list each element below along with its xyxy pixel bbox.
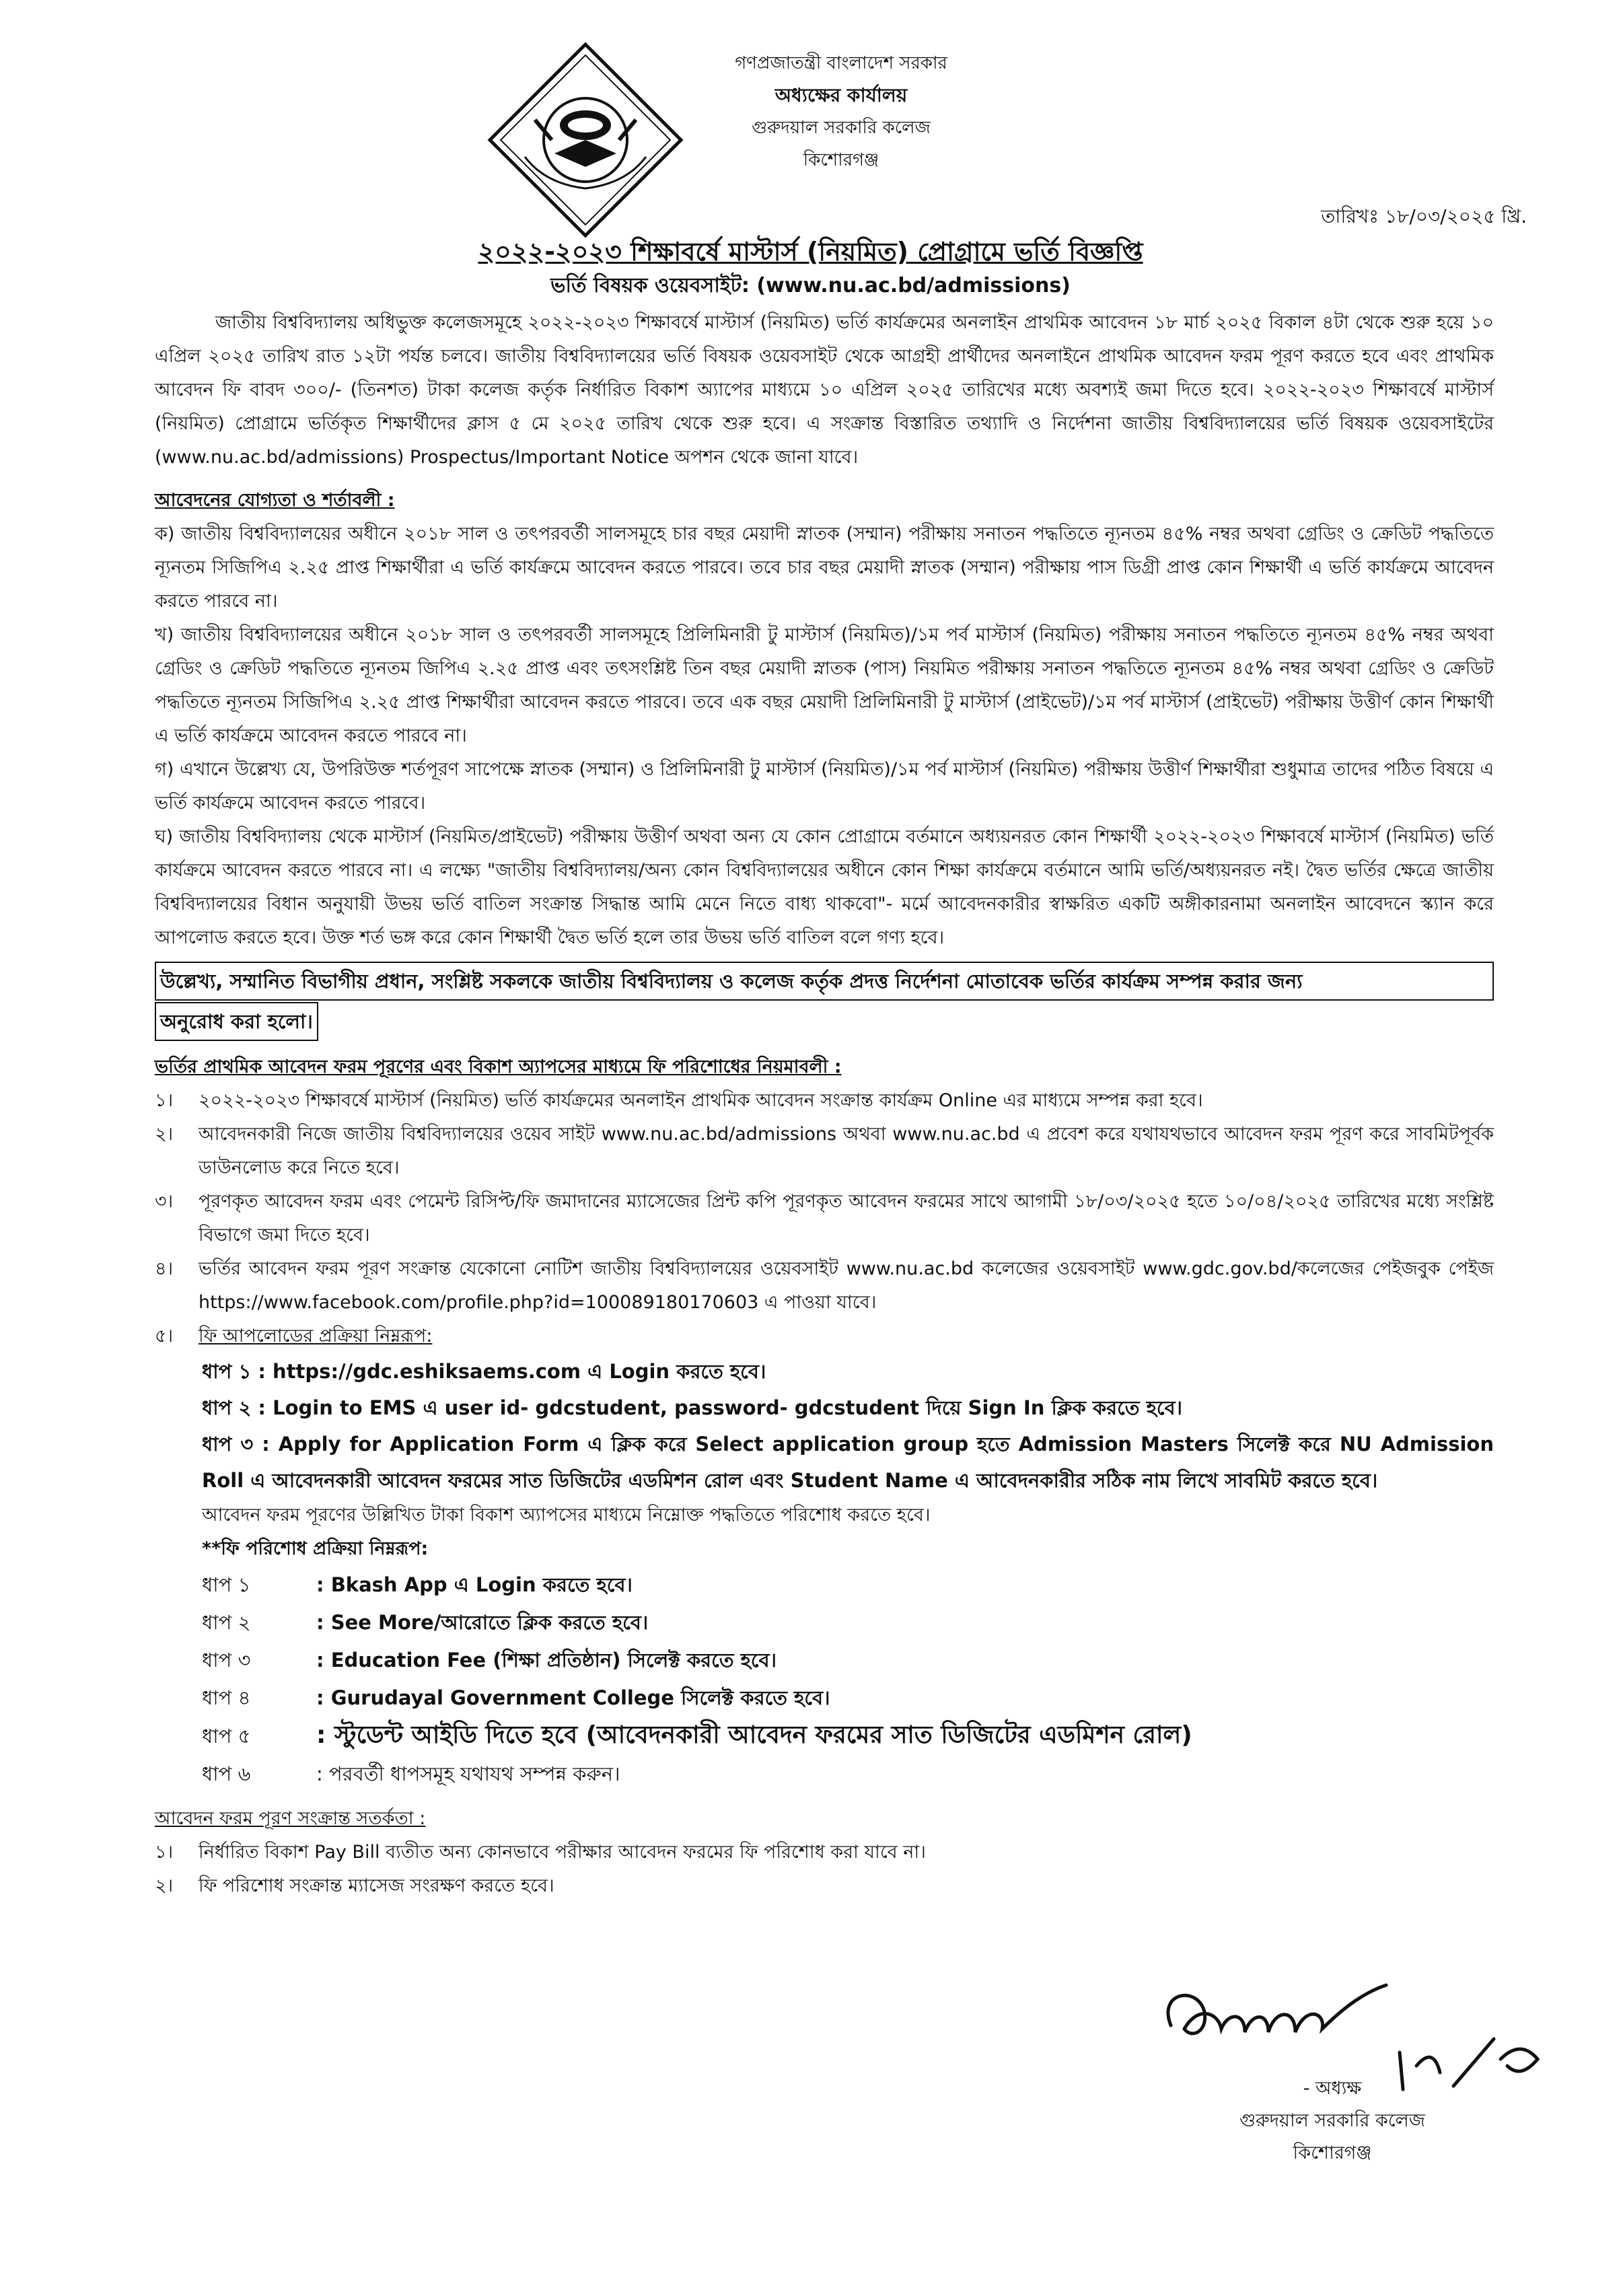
rules-heading: ভর্তির প্রাথমিক আবেদন ফরম পূরণের এবং বিকাশ অ্যাপসের মাধ্যমে ফি পরিশোধের নিয়মাবলী : — [155, 1056, 842, 1077]
rules-item-num: ১। — [155, 1090, 174, 1111]
eligibility-item: খ) জাতীয় বিশ্ববিদ্যালয়ের অধীনে ২০১৮ সাল ও তৎপরবর্তী সালসমূহে প্রিলিমিনারী টু মাস্টার্স (নিয়মিত)/১ম পর্ব মাস্টার্স (নিয়মিত) পরীক্ষায় সনাতন পদ্ধতিতে ন্যূনতম ৪৫% নম্বর অথবা গ্রেডিং ও ক্রেডিট পদ্ধতিতে ন্যূনতম জিপিএ ২.২৫ প্রাপ্ত এবং তৎসংশ্লিষ্ট তিন বছর মেয়াদী স্নাতক (পাস) নিয়মিত পরীক্ষায় সনাতন পদ্ধতিতে ন্যূনতম ৪৫% নম্বর অথবা গ্রেডিং ও ক্রেডিট পদ্ধতিতে ন্যূনতম সিজিপিএ ২.২৫ প্রাপ্ত শিক্ষার্থীরা আবেদন করতে পারবে। তবে এক বছর মেয়াদী প্রিলিমিনারী টু মাস্টার্স (প্রাইভেট)/১ম পর্ব মাস্টার্স (প্রাইভেট) পরীক্ষায় উত্তীর্ণ কোন শিক্ষার্থী এ ভর্তি কার্যক্রমে আবেদন করতে পারবে না। — [155, 624, 1494, 746]
payment-step-text: : Education Fee (শিক্ষা প্রতিষ্ঠান) সিলেক্ট করতে হবে। — [316, 1649, 777, 1672]
rules-item-num: ২। — [155, 1124, 174, 1145]
caution-item — [155, 1869, 1494, 1903]
payment-step — [202, 1566, 1494, 1604]
payment-step-label: ধাপ ৫ — [202, 1725, 251, 1748]
caution-item-num: ১। — [155, 1842, 174, 1863]
payment-step — [202, 1604, 1494, 1641]
payment-step-label: ধাপ ৩ — [202, 1649, 251, 1672]
payment-step-label: ধাপ ৪ — [202, 1686, 251, 1709]
payment-step-label: ধাপ ২ — [202, 1611, 251, 1634]
payment-step-label: ধাপ ১ — [202, 1573, 251, 1596]
rules-item — [155, 1320, 1494, 1353]
notice-date: তারিখঃ ১৮/০৩/২০২৫ খ্রি. — [1321, 205, 1527, 227]
caution-heading: আবেদন ফরম পূরণ সংক্রান্ত সতর্কতা : — [155, 1808, 426, 1829]
rules-item-text: ২০২২-২০২৩ শিক্ষাবর্ষে মাস্টার্স (নিয়মিত) ভর্তি কার্যক্রমের অনলাইন প্রাথমিক আবেদন সংক্রান্ত কার্যক্রম Online এর মাধ্যমে সম্পন্ন করা হবে। — [199, 1090, 1203, 1111]
college-name: গুরুদয়াল সরকারি কলেজ — [752, 118, 931, 138]
rules-item-num: ৫। — [155, 1326, 174, 1347]
header-block — [666, 47, 1016, 176]
college-seal-logo — [484, 39, 686, 241]
payment-step — [202, 1641, 1494, 1679]
notice-subtitle: ভর্তি বিষয়ক ওয়েবসাইট: (www.nu.ac.bd/admissions) — [550, 274, 1071, 297]
rules-item-text: পূরণকৃত আবেদন ফরম এবং পেমেন্ট রিসিপ্ট/ফি জমাদানের ম্যাসেজের প্রিন্ট কপি পূরণকৃত আবেদন ফরমের সাথে আগামী ১৮/০৩/২০২৫ হতে ১০/০৪/২০২৫ তারিখের মধ্যে সংশ্লিষ্ট বিভাগে জমা দিতে হবে। — [199, 1191, 1494, 1246]
payment-step — [202, 1717, 1494, 1755]
eligibility-item: ঘ) জাতীয় বিশ্ববিদ্যালয় থেকে মাস্টার্স (নিয়মিত/প্রাইভেট) পরীক্ষায় উত্তীর্ণ অথবা অন্য যে কোন প্রোগ্রামে বর্তমানে অধ্যয়নরত কোন শিক্ষার্থী ২০২২-২০২৩ শিক্ষাবর্ষে মাস্টার্স (নিয়মিত) ভর্তি কার্যক্রমে আবেদন করতে পারবে না। এ লক্ষ্যে "জাতীয় বিশ্ববিদ্যালয়/অন্য কোন বিশ্ববিদ্যালয়ের অধীনে কোন শিক্ষা কার্যক্রমে বর্তমানে আমি ভর্তি/অধ্যয়নরত নই। দ্বৈত ভর্তির ক্ষেত্রে জাতীয় বিশ্ববিদ্যালয়ের বিধান অনুযায়ী উভয় ভর্তি বাতিল সংক্রান্ত সিদ্ধান্ত আমি মেনে নিতে বাধ্য থাকবো"- মর্মে আবেদনকারীর স্বাক্ষরিত একটি অঙ্গীকারনামা অনলাইন আবেদনে স্ক্যান করে আপলোড করতে হবে। উক্ত শর্ত ভঙ্গ করে কোন শিক্ষার্থী দ্বৈত ভর্তি হলে তার উভয় ভর্তি বাতিল বলে গণ্য হবে। — [155, 826, 1494, 948]
eligibility-item: ক) জাতীয় বিশ্ববিদ্যালয়ের অধীনে ২০১৮ সাল ও তৎপরবর্তী সালসমূহে চার বছর মেয়াদী স্নাতক (সম্মান) পরীক্ষায় সনাতন পদ্ধতিতে ন্যূনতম ৪৫% নম্বর অথবা গ্রেডিং ও ক্রেডিট পদ্ধতিতে ন্যূনতম সিজিপিএ ২.২৫ প্রাপ্ত শিক্ষার্থীরা এ ভর্তি কার্যক্রমে আবেদন করতে পারবে। তবে চার বছর মেয়াদী স্নাতক (সম্মান) পরীক্ষায় পাস ডিগ্রী প্রাপ্ত কোন শিক্ষার্থী এ ভর্তি কার্যক্রমে আবেদন করতে পারবে না। — [155, 524, 1494, 612]
rules-item — [155, 1185, 1494, 1252]
payment-step — [202, 1755, 1494, 1793]
payment-step-text: : Gurudayal Government College সিলেক্ট করতে হবে। — [316, 1686, 830, 1709]
principal-college: গুরুদয়াল সরকারি কলেজ — [1239, 2110, 1425, 2131]
rules-item — [155, 1252, 1494, 1320]
principal-district: কিশোরগঞ্জ — [1293, 2143, 1372, 2163]
payment-heading: **ফি পরিশোধ প্রক্রিয়া নিম্নরূপ: — [202, 1538, 429, 1559]
caution-item-text: নির্ধারিত বিকাশ Pay Bill ব্যতীত অন্য কোনভাবে পরীক্ষার আবেদন ফরমের ফি পরিশোধ করা যাবে না। — [199, 1842, 926, 1863]
govt-name: গণপ্রজাতন্ত্রী বাংলাদেশ সরকার — [735, 53, 947, 73]
payment-step-text: : স্টুডেন্ট আইডি দিতে হবে (আবেদনকারী আবেদন ফরমের সাত ডিজিটের এডমিশন রোল) — [316, 1721, 1192, 1749]
principal-title: - অধ্যক্ষ — [1303, 2078, 1362, 2099]
notice-body — [155, 306, 1494, 1903]
payment-step — [202, 1679, 1494, 1717]
payment-intro: আবেদন ফরম পূরণের উল্লিখিত টাকা বিকাশ অ্যাপসের মাধ্যমে নিম্নোক্ত পদ্ধতিতে পরিশোধ করতে হবে। — [202, 1505, 931, 1526]
district-name: কিশোরগঞ্জ — [803, 150, 879, 170]
rules-item-text: ভর্তির আবেদন ফরম পূরণ সংক্রান্ত যেকোনো নোটিশ জাতীয় বিশ্ববিদ্যালয়ের ওয়েবসাইট www.nu.ac.bd কলেজের ওয়েবসাইট www.gdc.gov.bd/কলেজের পেইজবুক পেইজ https://www.facebook.com/profile.php?id=100089180170603 এ পাওয়া যাবে। — [199, 1258, 1494, 1313]
payment-step-label: ধাপ ৬ — [202, 1762, 251, 1785]
rules-item-num: ৪। — [155, 1258, 174, 1279]
rules-item-text: আবেদনকারী নিজে জাতীয় বিশ্ববিদ্যালয়ের ওয়েব সাইট www.nu.ac.bd/admissions অথবা www.nu.ac.bd এ প্রবেশ করে যথাযথভাবে আবেদন ফরম পূরণ করে সাবমিটপূর্বক ডাউনলোড করে নিতে হবে। — [199, 1124, 1494, 1178]
eligibility-heading: আবেদনের যোগ্যতা ও শর্তাবলী : — [155, 490, 395, 511]
caution-item — [155, 1836, 1494, 1869]
rules-item — [155, 1084, 1494, 1118]
rules-item-num: ৩। — [155, 1191, 174, 1212]
notice-box-line2: অনুরোধ করা হলো। — [155, 1002, 318, 1041]
caution-item-num: ২। — [155, 1875, 174, 1896]
notice-box-line1: উল্লেখ্য, সম্মানিত বিভাগীয় প্রধান, সংশ্লিষ্ট সকলকে জাতীয় বিশ্ববিদ্যালয় ও কলেজ কর্তৃক প্রদত্ত নির্দেশনা মোতাবেক ভর্তির কার্যক্রম সম্পন্ন করার জন্য — [155, 962, 1494, 1001]
intro-paragraph: জাতীয় বিশ্ববিদ্যালয় অধিভুক্ত কলেজসমূহে ২০২২-২০২৩ শিক্ষাবর্ষে মাস্টার্স (নিয়মিত) ভর্তি কার্যক্রমের অনলাইন প্রাথমিক আবেদন ১৮ মার্চ ২০২৫ বিকাল ৪টা থেকে শুরু হয়ে ১০ এপ্রিল ২০২৫ তারিখ রাত ১২টা পর্যন্ত চলবে। জাতীয় বিশ্ববিদ্যালয়ের ভর্তি বিষয়ক ওয়েবসাইট থেকে আগ্রহী প্রার্থীদের অনলাইনে প্রাথমিক আবেদন ফরম পূরণ করতে হবে এবং প্রাথমিক আবেদন ফি বাবদ ৩০০/- (তিনশত) টাকা কলেজ কর্তৃক নির্ধারিত বিকাশ অ্যাপের মাধ্যমে ১০ এপ্রিল ২০২৫ তারিখের মধ্যে অবশ্যই জমা দিতে হবে। ২০২২-২০২৩ শিক্ষাবর্ষে মাস্টার্স (নিয়মিত) প্রোগ্রামে ভর্তিকৃত শিক্ষার্থীদের ক্লাস ৫ মে ২০২৫ তারিখ থেকে শুরু হবে। এ সংক্রান্ত বিস্তারিত তথ্যাদি ও নির্দেশনা জাতীয় বিশ্ববিদ্যালয়ের ভর্তি বিষয়ক ওয়েবসাইটের (www.nu.ac.bd/admissions) Prospectus/Important Notice অপশন থেকে জানা যাবে। — [155, 312, 1494, 468]
upload-step: ধাপ ১ : https://gdc.eshiksaems.com এ Login করতে হবে। — [202, 1360, 766, 1383]
eligibility-item: গ) এখানে উল্লেখ্য যে, উপরিউক্ত শর্তপূরণ সাপেক্ষে স্নাতক (সম্মান) ও প্রিলিমিনারী টু মাস্টার্স (নিয়মিত)/১ম পর্ব মাস্টার্স (নিয়মিত) পরীক্ষায় উত্তীর্ণ শিক্ষার্থীরা শুধুমাত্র তাদের পঠিত বিষয়ে এ ভর্তি কার্যক্রমে আবেদন করতে পারবে। — [155, 759, 1494, 814]
notice-title-text: ২০২২-২০২৩ শিক্ষাবর্ষে মাস্টার্স (নিয়মিত) প্রোগ্রামে ভর্তি বিজ্ঞপ্তি — [478, 237, 1143, 266]
upload-step: ধাপ ২ : Login to EMS এ user id- gdcstudent, password- gdcstudent দিয়ে Sign In ক্লিক করতে হবে। — [202, 1396, 1182, 1419]
rules-item-text: ফি আপলোডের প্রক্রিয়া নিম্নরূপ: — [199, 1326, 433, 1347]
payment-step-text: : See More/আরোতে ক্লিক করতে হবে। — [316, 1611, 649, 1634]
upload-step: ধাপ ৩ : Apply for Application Form এ ক্লিক করে Select application group হতে Admission Masters সিলেক্ট করে NU Admission Roll এ আবেদনকারী আবেদন ফরমের সাত ডিজিটের এডমিশন রোল এবং Student Name এ আবেদনকারীর সঠিক নাম লিখে সাবমিট করতে হবে। — [202, 1433, 1494, 1492]
caution-item-text: ফি পরিশোধ সংক্রান্ত ম্যাসেজ সংরক্ষণ করতে হবে। — [199, 1875, 554, 1896]
payment-step-text: : পরবর্তী ধাপসমূহ যথাযথ সম্পন্ন করুন। — [316, 1762, 620, 1785]
signature-block — [1211, 2073, 1453, 2169]
payment-step-text: : Bkash App এ Login করতে হবে। — [316, 1573, 633, 1596]
rules-item — [155, 1118, 1494, 1185]
office-name: অধ্যক্ষের কার্যালয় — [775, 84, 908, 106]
